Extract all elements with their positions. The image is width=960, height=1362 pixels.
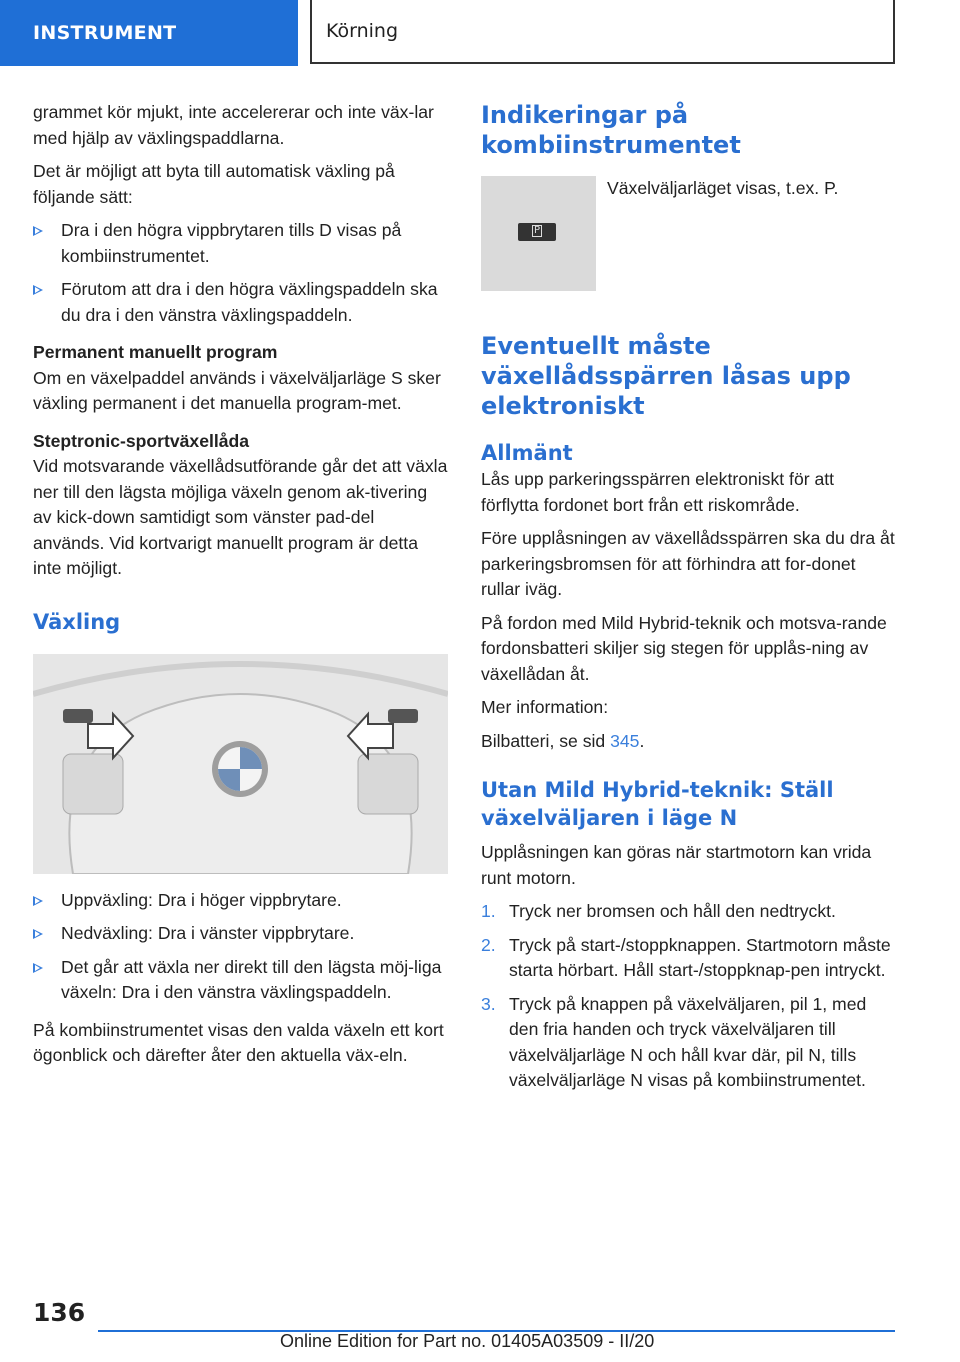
triangle-bullet-icon: [33, 285, 43, 295]
paragraph: Mer information:: [481, 697, 609, 717]
reference-suffix: .: [639, 730, 645, 751]
left-column: [33, 100, 448, 1077]
list-item: [33, 888, 448, 914]
bullet-list: [33, 218, 448, 328]
paragraph: Om en växelpaddel används i växelväljarläge S sker växling permanent i det manuella program-met.: [33, 367, 441, 413]
subsection-heading: Utan Mild Hybrid-teknik: Ställ växelväljaren i läge N: [481, 778, 834, 830]
section-heading: Växling: [33, 609, 121, 634]
page-number: 136: [33, 1298, 86, 1327]
list-item: [33, 955, 448, 1006]
right-column: [481, 100, 896, 1106]
paragraph: Det är möjligt att byta till automatisk växling på följande sätt:: [33, 161, 395, 207]
paragraph: På fordon med Mild Hybrid-teknik och motsva-rande fordonsbatteri skiljer sig stegen för upplås-ning av växellådan åt.: [481, 612, 887, 684]
list-item-text: Tryck på knappen på växelväljaren, pil 1, med den fria handen och tryck växelväljaren till växelväljarläge N och håll kvar där, pil N, tills växelväljarläge N visas på kombiinstrumentet.: [509, 993, 867, 1090]
paragraph: [481, 729, 896, 755]
gear-indicator-icon: [518, 223, 556, 241]
numbered-list: [481, 899, 896, 1094]
step-number: 2.: [481, 934, 496, 955]
list-item: [481, 899, 896, 925]
subheading: Permanent manuellt program: [33, 342, 278, 362]
steering-wheel-illustration: [33, 654, 448, 874]
subsection-heading: Allmänt: [481, 441, 573, 465]
list-item: [481, 933, 896, 984]
triangle-bullet-icon: [33, 896, 43, 906]
paragraph: grammet kör mjukt, inte accelererar och inte väx-lar med hjälp av växlingspaddlarna.: [33, 102, 434, 148]
section-tab: [0, 0, 298, 66]
steering-wheel-image: [33, 654, 448, 874]
list-item-text: Förutom att dra i den högra växlingspaddeln ska du dra i den vänstra växlingspaddeln.: [61, 279, 438, 325]
list-item: [33, 277, 448, 328]
triangle-bullet-icon: [33, 226, 43, 236]
list-item-text: Dra i den högra vippbrytaren tills D visas på kombiinstrumentet.: [61, 220, 402, 266]
paragraph: Lås upp parkeringsspärren elektroniskt för att förflytta fordonet bort från ett riskområde.: [481, 469, 835, 515]
gear-letter: P: [533, 225, 541, 236]
section-title: INSTRUMENT: [33, 22, 177, 44]
step-number: 1.: [481, 901, 496, 921]
triangle-bullet-icon: [33, 929, 43, 939]
paragraph: Före upplåsningen av växellådsspärren ska du dra åt parkeringsbromsen för att förhindra att for-donet rullar iväg.: [481, 528, 895, 599]
chapter-tab: [310, 0, 895, 64]
indicator-figure: [481, 176, 896, 291]
section-heading: Indikeringar på kombiinstrumentet: [481, 101, 741, 159]
list-item-text: Uppväxling: Dra i höger vippbrytare.: [61, 889, 342, 910]
page-reference-link[interactable]: 345: [610, 730, 640, 751]
subheading: Steptronic-sportväxellåda: [33, 430, 250, 451]
list-item: [33, 921, 448, 947]
edition-note: Online Edition for Part no. 01405A03509 - II/20: [280, 1331, 655, 1351]
list-item-text: Tryck på start-/stoppknappen. Startmotorn måste starta hörbart. Håll start-/stoppknap-pen intryckt.: [509, 934, 891, 980]
list-item-text: Det går att växla ner direkt till den lägsta möj-liga växeln: Dra i den vänstra växlingspaddeln.: [61, 956, 442, 1002]
list-item: [33, 218, 448, 269]
list-item-text: Tryck ner bromsen och håll den nedtryckt.: [509, 901, 836, 921]
triangle-bullet-icon: [33, 963, 43, 973]
bullet-list: [33, 888, 448, 1006]
section-heading: Eventuellt måste växellådsspärren låsas upp elektroniskt: [481, 332, 851, 420]
paragraph: På kombiinstrumentet visas den valda växeln ett kort ögonblick och därefter åter den aktuella väx-eln.: [33, 1019, 444, 1065]
cluster-display-image: [481, 176, 596, 291]
list-item: [481, 992, 896, 1094]
chapter-title: Körning: [326, 20, 399, 42]
step-number: 3.: [481, 993, 496, 1014]
paragraph: Upplåsningen kan göras när startmotorn kan vrida runt motorn.: [481, 842, 872, 888]
list-item-text: Nedväxling: Dra i vänster vippbrytare.: [61, 923, 355, 943]
reference-text: Bilbatteri, se sid: [481, 730, 611, 751]
figure-caption: Växelväljarläget visas, t.ex. P.: [607, 178, 839, 198]
paragraph: Vid motsvarande växellådsutförande går det att växla ner till den lägsta möjliga växeln genom ak-tivering av kick-down samtidigt som vänster pad-del används. Vid kortvarigt manuellt program är detta inte möjligt.: [33, 456, 448, 578]
